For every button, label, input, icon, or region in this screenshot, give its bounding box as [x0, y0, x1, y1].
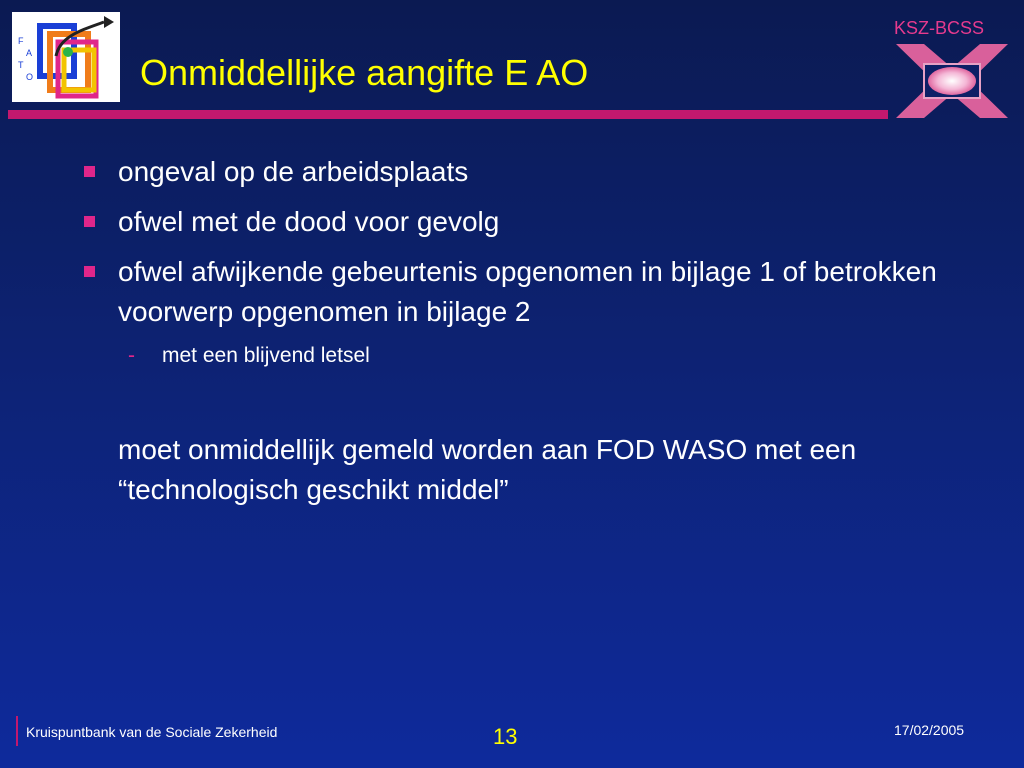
- fato-letter-a: A: [26, 48, 33, 58]
- page-number: 13: [493, 724, 518, 749]
- sub-bullet-item: [128, 340, 370, 372]
- sub-bullet-marker: -: [128, 344, 135, 367]
- bullet-marker-icon: [84, 216, 95, 227]
- ksz-cross-icon: [894, 42, 1010, 120]
- ksz-bcss-logo: [894, 42, 1010, 120]
- footer-accent-bar: [16, 716, 18, 746]
- bullet-item: [118, 252, 938, 332]
- bullet-text: ongeval op de arbeidsplaats: [118, 156, 469, 187]
- footer-date: 17/02/2005: [894, 722, 965, 738]
- note-text: moet onmiddellijk gemeld worden aan FOD WASO met een “technologisch geschikt middel”: [118, 434, 857, 505]
- bullet-marker-icon: [84, 166, 95, 177]
- sub-bullet-text: met een blijvend letsel: [162, 344, 370, 367]
- fato-logo: [12, 12, 120, 102]
- fato-letter-o: O: [26, 72, 34, 82]
- bullet-item: [118, 152, 938, 192]
- title-divider: [8, 110, 888, 119]
- footer-organization: Kruispuntbank van de Sociale Zekerheid: [26, 724, 278, 740]
- fato-letter-f: F: [18, 36, 24, 46]
- ksz-bcss-label: KSZ-BCSS: [894, 18, 985, 38]
- slide-title: Onmiddellijke aangifte E AO: [140, 52, 589, 93]
- bullet-item: [118, 202, 938, 242]
- fato-logo-graphic: [12, 12, 120, 102]
- bullet-text: ofwel met de dood voor gevolg: [118, 206, 500, 237]
- bullet-text: ofwel afwijkende gebeurtenis opgenomen in bijlage 1 of betrokken voorwerp opgenomen in bijlage 2: [118, 256, 937, 327]
- fato-letter-t: T: [18, 60, 24, 70]
- bullet-marker-icon: [84, 266, 95, 277]
